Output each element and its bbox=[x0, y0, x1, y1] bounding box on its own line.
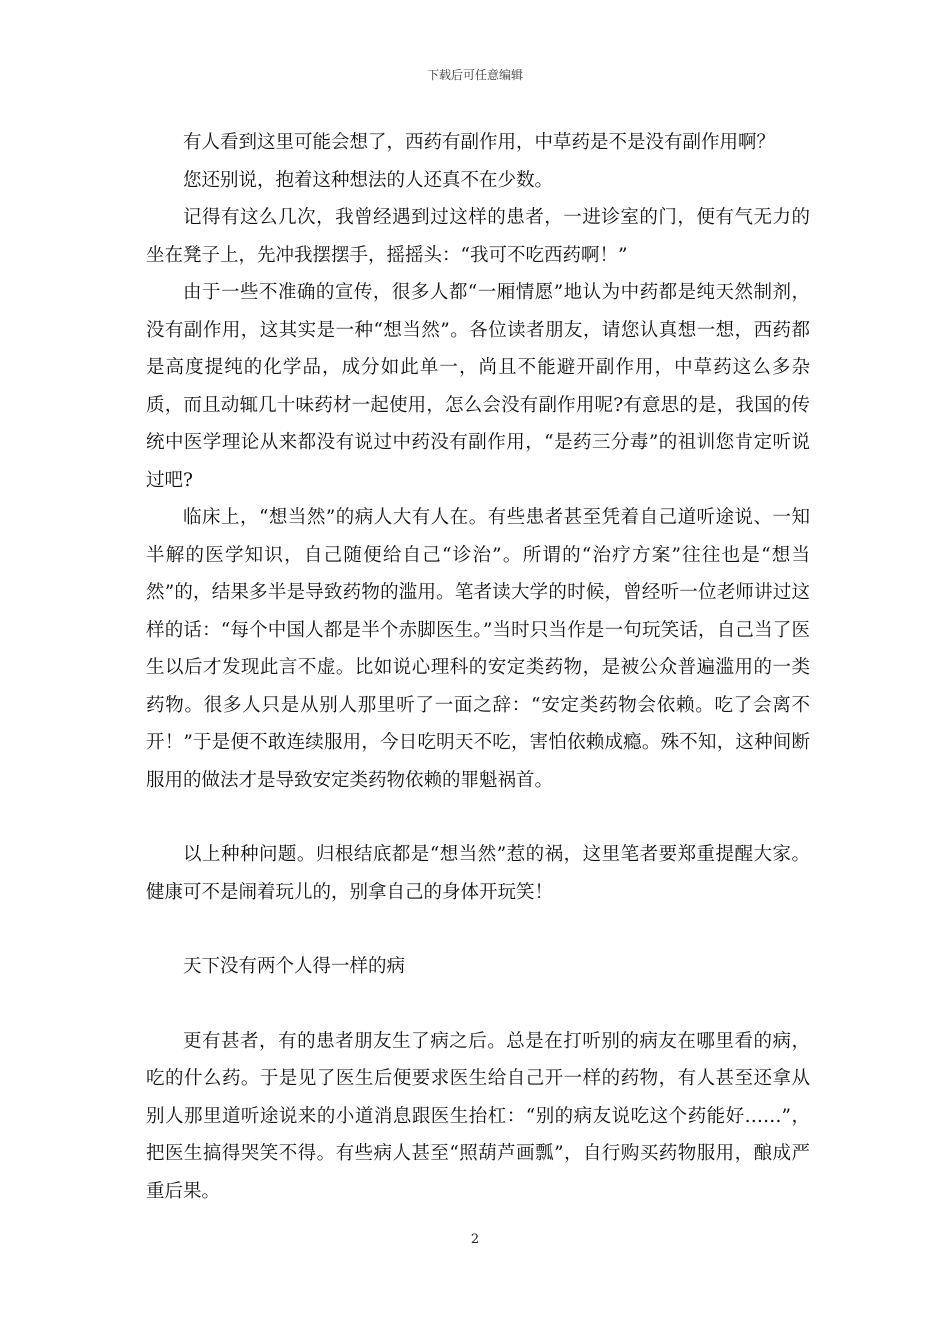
page-number: 2 bbox=[470, 1232, 480, 1247]
paragraph: 记得有这么几次，我曾经遇到过这样的患者，一进诊室的门，便有气无力的坐在凳子上，先冲我摆摆手，摇摇头：“我可不吃西药啊！” bbox=[146, 207, 810, 266]
paragraph-spacer bbox=[146, 799, 810, 836]
page-header: 下载后可任意编辑 bbox=[426, 68, 523, 82]
paragraph: 临床上，“想当然”的病人大有人在。有些患者甚至凭着自己道听途说、一知半解的医学知识，自己随便给自己“诊治”。所谓的“治疗方案”往往也是“想当然”的，结果多半是导致药物的滥用。笔者读大学的时候，曾经听一位老师讲过这样的话：“每个中国人都是半个赤脚医生。”当时只当作是一句玩笑话，自己当了医生以后才发现此言不虚。比如说心理科的安定类药物，是被公众普遍滥用的一类药物。很多人只是从别人那里听了一面之辞：“安定类药物会依赖。吃了会离不开！”于是便不敢连续服用，今日吃明天不吃，害怕依赖成瘾。殊不知，这种间断服用的做法才是导致安定类药物依赖的罪魁祸首。 bbox=[146, 507, 810, 791]
paragraph-spacer bbox=[146, 911, 810, 948]
paragraph: 您还别说，抱着这种想法的人还真不在少数。 bbox=[183, 169, 554, 191]
document-body bbox=[146, 124, 810, 1210]
paragraph: 有人看到这里可能会想了，西药有副作用，中草药是不是没有副作用啊？ bbox=[183, 132, 776, 153]
paragraph-spacer bbox=[146, 986, 810, 1023]
section-heading: 天下没有两个人得一样的病 bbox=[183, 956, 406, 977]
paragraph: 以上种种问题。归根结底都是“想当然”惹的祸，这里笔者要郑重提醒大家。健康可不是闹着玩儿的，别拿自己的身体开玩笑！ bbox=[146, 844, 810, 903]
paragraph: 更有甚者，有的患者朋友生了病之后。总是在打听别的病友在哪里看的病，吃的什么药。于是见了医生后便要求医生给自己开一样的药物，有人甚至还拿从别人那里道听途说来的小道消息跟医生抬杠：“别的病友说吃这个药能好……”，把医生搞得哭笑不得。有些病人甚至“照葫芦画瓢”，自行购买药物服用，酿成严重后果。 bbox=[146, 1030, 810, 1202]
paragraph: 由于一些不准确的宣传，很多人都“一厢情愿”地认为中药都是纯天然制剂，没有副作用，这其实是一种“想当然”。各位读者朋友，请您认真想一想，西药都是高度提纯的化学品，成分如此单一，尚且不能避开副作用，中草药这么多杂质，而且动辄几十味药材一起使用，怎么会没有副作用呢?有意思的是，我国的传统中医学理论从来都没有说过中药没有副作用，“是药三分毒”的祖训您肯定听说过吧? bbox=[146, 282, 810, 491]
